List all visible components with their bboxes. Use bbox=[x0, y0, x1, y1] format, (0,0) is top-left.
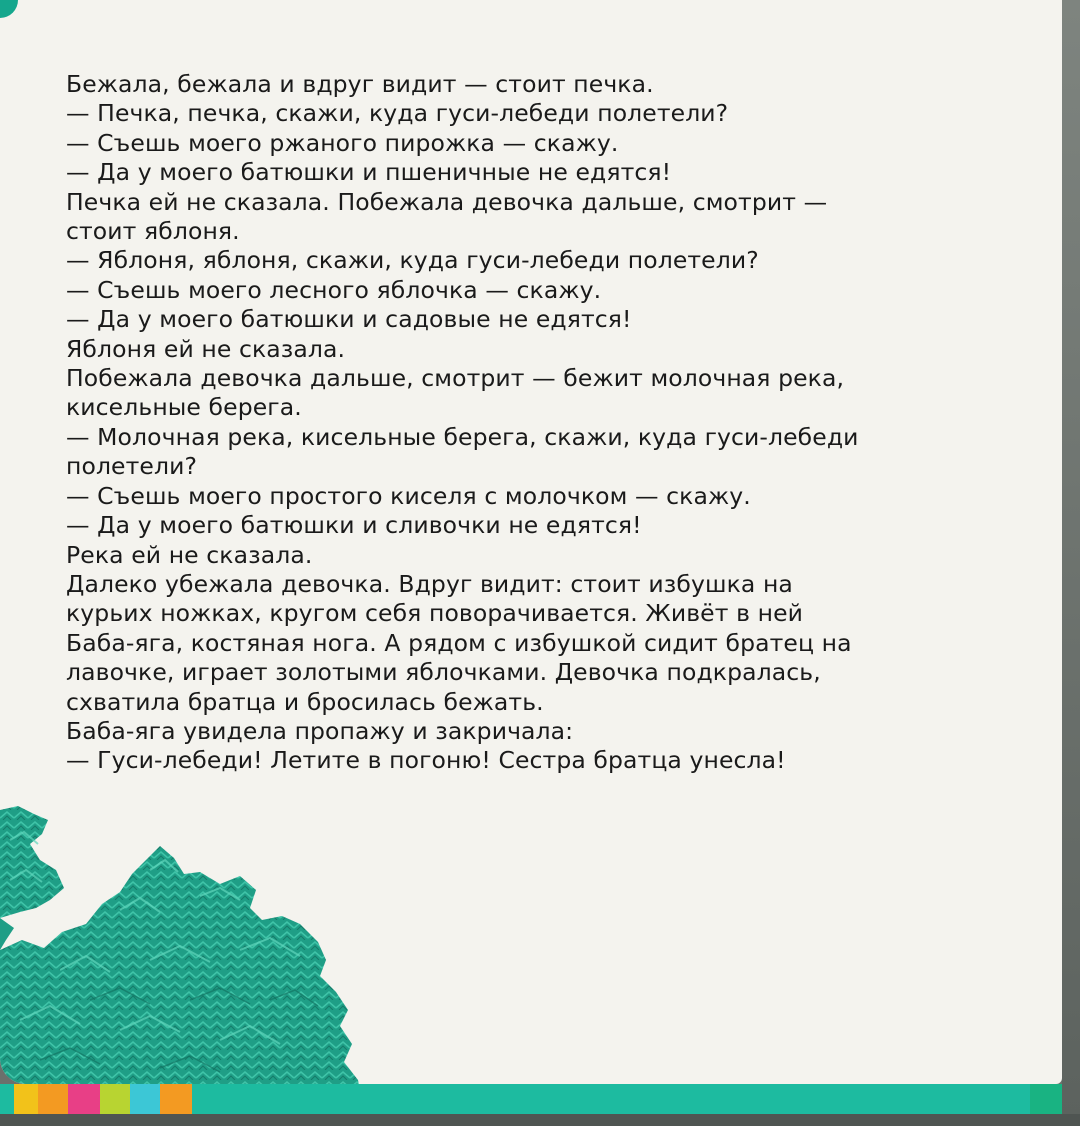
story-line: — Да у моего батюшки и сливочки не едятся! bbox=[66, 511, 642, 540]
story-line: — Съешь моего лесного яблочка — скажу. bbox=[66, 275, 602, 304]
story-text bbox=[66, 70, 996, 776]
story-line: кисельные берега. bbox=[66, 393, 302, 422]
book-edge bbox=[1062, 0, 1080, 1126]
story-line: — Печка, печка, скажи, куда гуси-лебеди полетели? bbox=[66, 99, 729, 128]
story-line: — Съешь моего ржаного пирожка — скажу. bbox=[66, 128, 619, 157]
story-line: курьих ножках, кругом себя поворачивается. Живёт в ней bbox=[66, 599, 803, 628]
fir-tree-icon bbox=[0, 800, 360, 1084]
story-line: — Да у моего батюшки и садовые не едятся! bbox=[66, 305, 632, 334]
color-stripe-orange bbox=[38, 1084, 68, 1114]
page-corner-decoration bbox=[0, 0, 18, 18]
story-line: Яблоня ей не сказала. bbox=[66, 334, 346, 363]
color-stripe-yellow bbox=[14, 1084, 38, 1114]
story-line: — Да у моего батюшки и пшеничные не едятся! bbox=[66, 158, 672, 187]
story-line: лавочке, играет золотыми яблочками. Девочка подкралась, bbox=[66, 658, 821, 687]
color-stripe-lime bbox=[100, 1084, 130, 1114]
book-bottom-edge bbox=[0, 1114, 1080, 1126]
story-line: — Съешь моего простого киселя с молочком — скажу. bbox=[66, 481, 751, 510]
color-stripe-pink bbox=[68, 1084, 100, 1114]
color-stripe-orange-2 bbox=[160, 1084, 192, 1114]
story-line: схватила братца и бросилась бежать. bbox=[66, 687, 544, 716]
color-stripe-cyan bbox=[130, 1084, 160, 1114]
story-line: Баба-яга, костяная нога. А рядом с избушкой сидит братец на bbox=[66, 628, 852, 657]
story-line: Бежала, бежала и вдруг видит — стоит печка. bbox=[66, 70, 654, 98]
story-line: Печка ей не сказала. Побежала девочка дальше, смотрит — bbox=[66, 187, 828, 216]
story-line: полетели? bbox=[66, 452, 198, 481]
story-line: — Гуси-лебеди! Летите в погоню! Сестра братца унесла! bbox=[66, 746, 786, 775]
color-stripe-green bbox=[1030, 1084, 1062, 1114]
story-line: Баба-яга увидела пропажу и закричала: bbox=[66, 716, 574, 745]
story-line: Далеко убежала девочка. Вдруг видит: стоит избушка на bbox=[66, 569, 793, 598]
story-line: — Молочная река, кисельные берега, скажи, куда гуси-лебеди bbox=[66, 422, 859, 451]
story-line: Река ей не сказала. bbox=[66, 540, 313, 569]
story-line: — Яблоня, яблоня, скажи, куда гуси-лебеди полетели? bbox=[66, 246, 759, 275]
story-line: Побежала девочка дальше, смотрит — бежит молочная река, bbox=[66, 364, 845, 393]
story-line: стоит яблоня. bbox=[66, 217, 240, 246]
